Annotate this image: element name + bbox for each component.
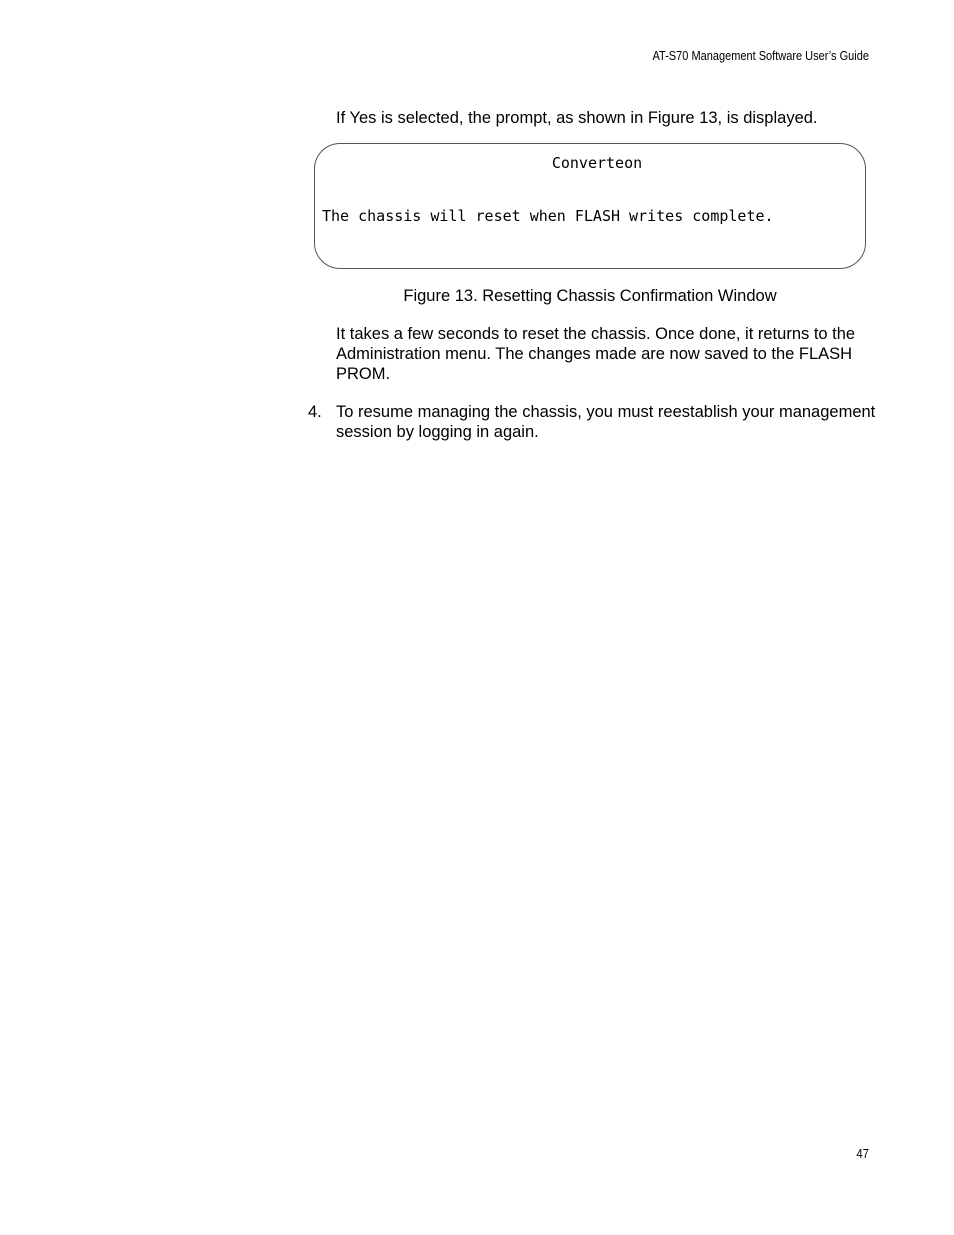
screen-title: Converteon: [551, 154, 643, 172]
step-text: To resume managing the chassis, you must reestablish your management session by logging in again.: [336, 403, 876, 441]
result-paragraph: It takes a few seconds to reset the chassis. Once done, it returns to the Administration menu. The changes made are now saved to the FLASH PROM.: [336, 325, 856, 383]
running-header-title: AT-S70 Management Software User’s Guide: [652, 49, 869, 63]
figure-caption: Figure 13. Resetting Chassis Confirmation Window: [403, 287, 777, 305]
page-number: 47: [856, 1147, 869, 1161]
intro-paragraph: If Yes is selected, the prompt, as shown in Figure 13, is displayed.: [336, 109, 818, 127]
step-number: 4.: [308, 403, 322, 421]
figure-screen-window: [314, 143, 866, 269]
screen-message: The chassis will reset when FLASH writes complete.: [322, 207, 774, 225]
